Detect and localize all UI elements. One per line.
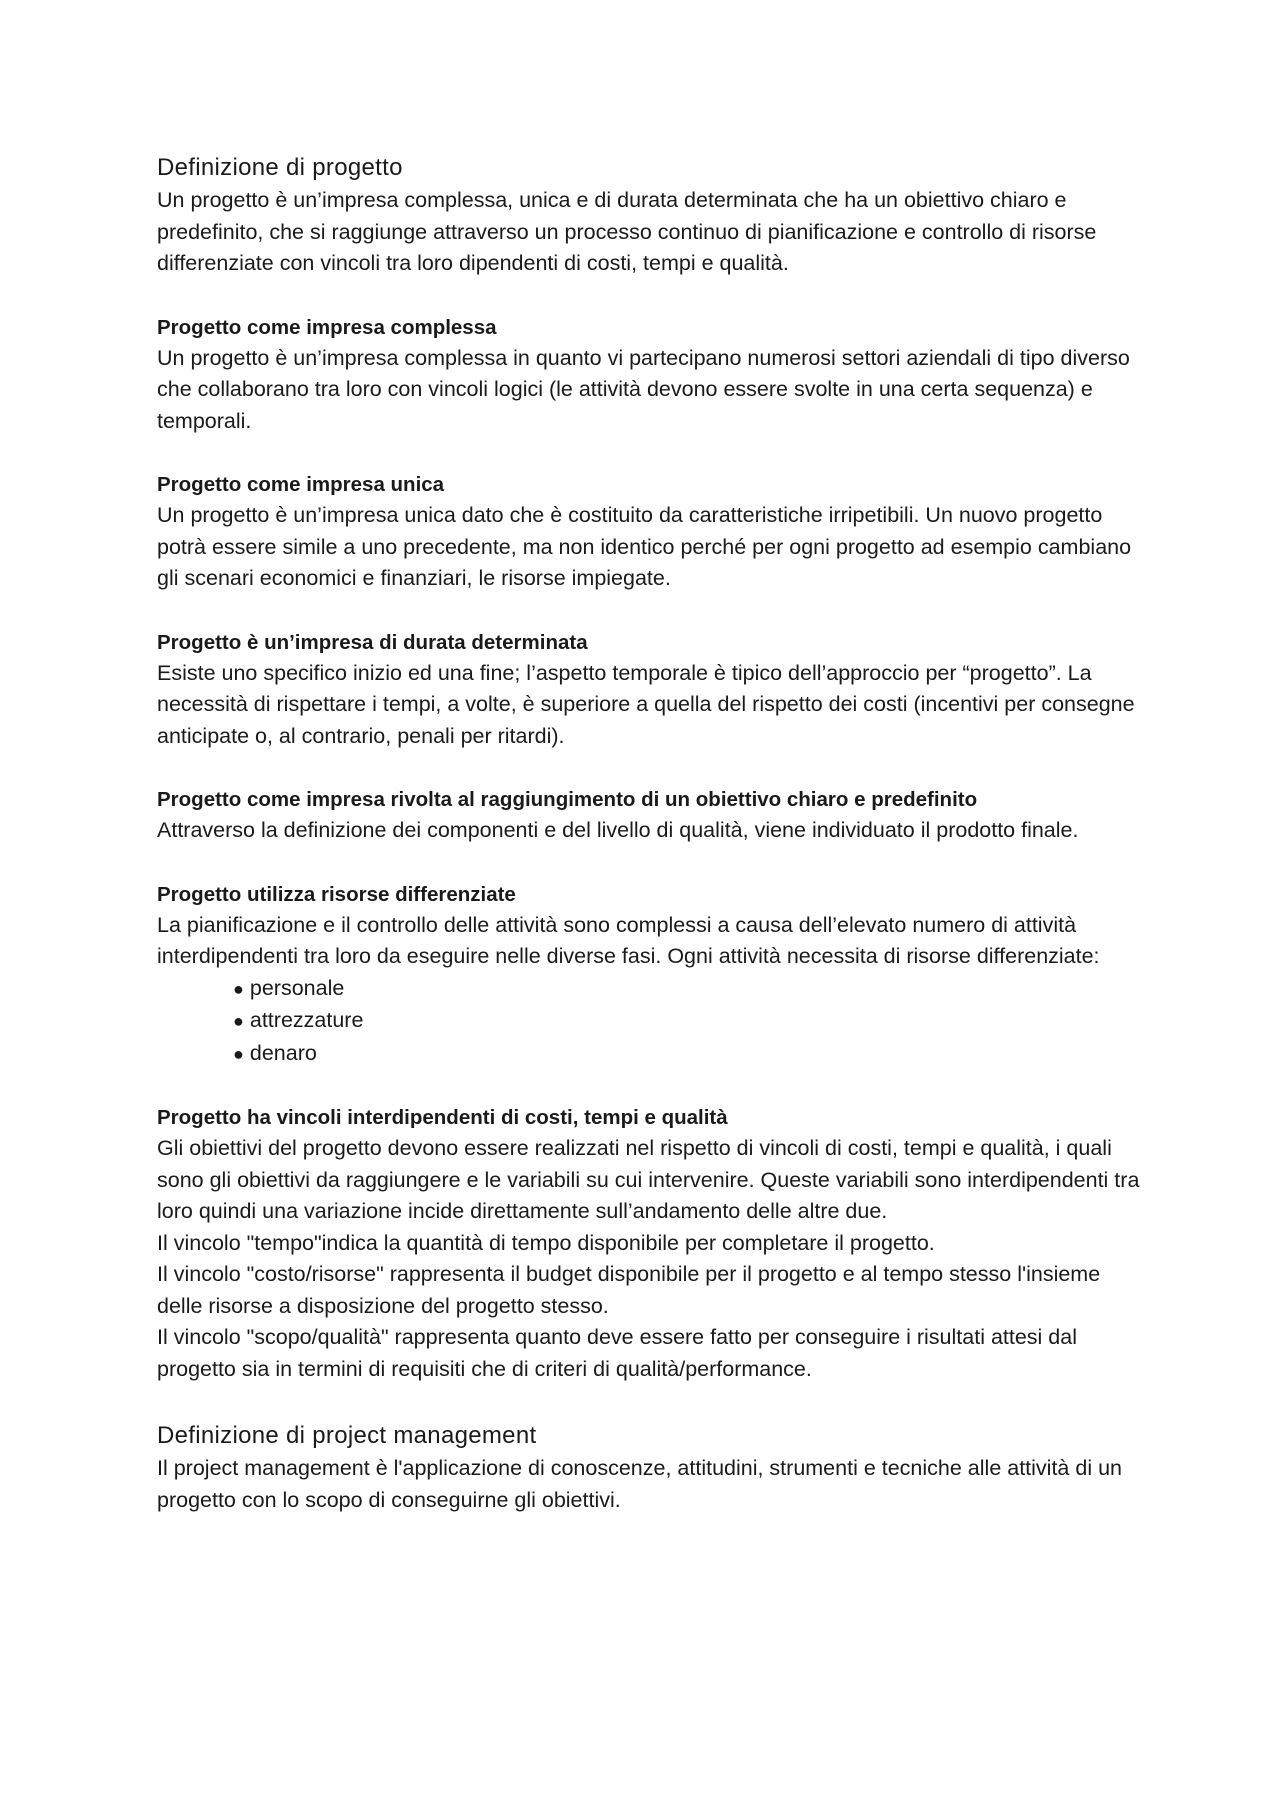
paragraph: Un progetto è un’impresa complessa in quanto vi partecipano numerosi settori aziendali di tipo diverso che collaborano tra loro con vincoli logici (le attività devono essere svolte in una certa sequenza) e temporali. [157,345,1130,433]
paragraph: Gli obiettivi del progetto devono essere realizzati nel rispetto di vincoli di costi, tempi e qualità, i quali sono gli obiettivi da raggiungere e le variabili su cui intervenire. Queste variabili sono interdipendenti tra loro quindi una variazione incide direttamente sull’andamento delle altre due. [157,1136,1140,1223]
bullet-icon: ● [233,1011,244,1031]
paragraph: Il vincolo "scopo/qualità" rappresenta quanto deve essere fatto per conseguire i risultati attesi dal progetto sia in termini di requisiti che di criteri di qualità/performance. [157,1325,1077,1381]
subsection-heading: Progetto come impresa rivolta al raggiungimento di un obiettivo chiaro e predefinito [157,788,978,811]
bullet-list [157,973,1140,1071]
subsection-heading: Progetto come impresa complessa [157,315,497,339]
paragraph: Esiste uno specifico inizio ed una fine; l’aspetto temporale è tipico dell’approccio per “progetto”. La necessità di rispettare i tempi, a volte, è superiore a quella del rispetto dei costi (incentivi per consegne anticipate o, al contrario, penali per ritardi). [157,660,1135,748]
list-item [233,973,1140,1006]
paragraph: Il vincolo "costo/risorse" rappresenta il budget disponibile per il progetto e al tempo stesso l'insieme delle risorse a disposizione del progetto stesso. [157,1262,1101,1318]
bullet-icon: ● [233,978,244,999]
section-heading: Definizione di progetto [157,154,403,181]
subsection-obiettivo [157,784,1140,847]
list-item [233,1005,1140,1038]
subsection-vincoli [157,1102,1140,1385]
section-project-management [157,1421,1140,1516]
section-heading: Definizione di project management [157,1422,537,1449]
paragraph: Un progetto è un’impresa unica dato che è costituito da caratteristiche irripetibili. Un nuovo progetto potrà essere simile a uno precedente, ma non identico perché per ogni progetto ad esempio cambiano gli scenari economici e finanziari, le risorse impiegate. [157,503,1132,590]
paragraph: Un progetto è un’impresa complessa, unica e di durata determinata che ha un obiettivo chiaro e predefinito, che si raggiunge attraverso un processo continuo di pianificazione e controllo di risorse differenziate con vincoli tra loro dipendenti di costi, tempi e qualità. [157,188,1097,275]
paragraph: Il project management è l'applicazione di conoscenze, attitudini, strumenti e tecniche alle attività di un progetto con lo scopo di conseguirne gli obiettivi. [157,1456,1122,1512]
section-definizione-progetto [157,153,1140,280]
subsection-impresa-unica [157,469,1140,595]
subsection-heading: Progetto utilizza risorse differenziate [157,882,516,906]
list-item-text: personale [249,975,345,1000]
bullet-icon: ● [233,1043,244,1064]
list-item-text: attrezzature [249,1008,364,1032]
subsection-heading: Progetto come impresa unica [157,473,445,496]
paragraph: Il vincolo "tempo"indica la quantità di tempo disponibile per completare il progetto. [157,1230,935,1255]
paragraph: La pianificazione e il controllo delle attività sono complessi a causa dell’elevato numero di attività interdipendenti tra loro da eseguire nelle diverse fasi. Ogni attività necessita di risorse differenziate: [157,912,1100,968]
list-item [233,1038,1140,1071]
subsection-heading: Progetto è un’impresa di durata determinata [157,630,588,654]
subsection-risorse-differenziate [157,879,1140,1071]
subsection-durata-determinata [157,627,1140,753]
list-item-text: denaro [249,1040,317,1065]
paragraph: Attraverso la definizione dei componenti e del livello di qualità, viene individuato il prodotto finale. [157,818,1079,842]
subsection-impresa-complessa [157,312,1140,438]
subsection-heading: Progetto ha vincoli interdipendenti di costi, tempi e qualità [157,1106,728,1129]
